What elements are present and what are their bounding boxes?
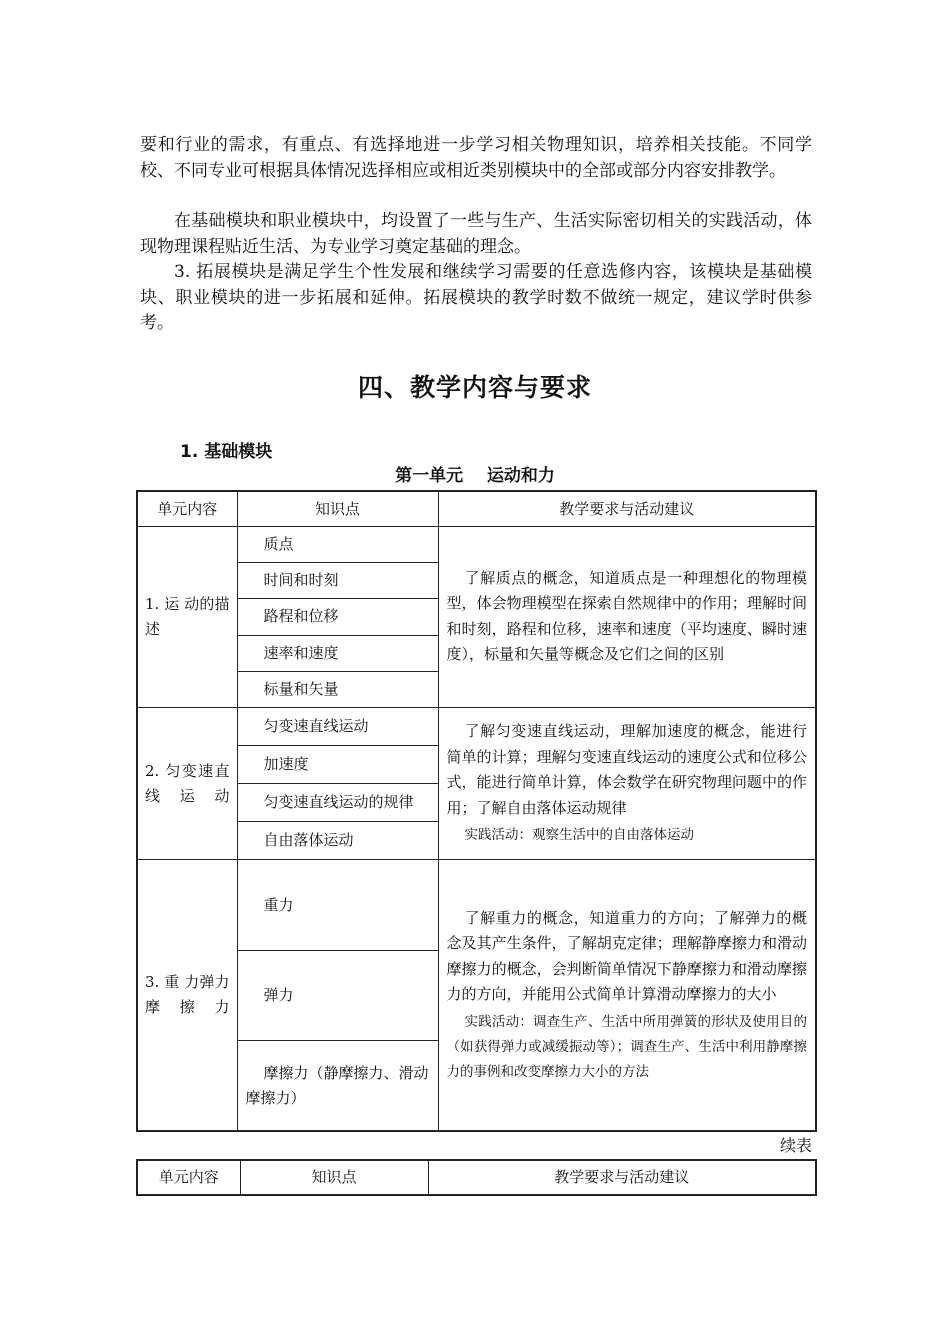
unit-cell: 1. 运 动的描述 bbox=[137, 527, 237, 708]
header-requirements: 教学要求与活动建议 bbox=[428, 1160, 816, 1195]
activity-text: 实践活动：调查生产、生活中所用弹簧的形状及使用目的（如获得弹力或减缓振动等）；调查生产、生活中利用静摩擦力的事例和改变摩擦力大小的方法 bbox=[446, 1013, 807, 1080]
knowledge-point: 标量和矢量 bbox=[237, 671, 438, 707]
requirement-cell bbox=[438, 860, 816, 1131]
header-points: 知识点 bbox=[240, 1160, 428, 1195]
requirement-text: 了解匀变速直线运动，理解加速度的概念，能进行简单的计算；理解匀变速直线运动的速度公式和位移公式，能进行简单计算，体会数学在研究物理问题中的作用；了解自由落体运动规律 bbox=[446, 722, 807, 817]
requirement-text: 了解重力的概念，知道重力的方向；了解弹力的概念及其产生条件，了解胡克定律；理解静摩擦力和滑动摩擦力的概念，会判断简单情况下静摩擦力和滑动摩擦力的方向，并能用公式简单计算滑动摩擦力的大小 bbox=[446, 908, 807, 1004]
unit-cell: 3. 重 力弹力摩擦力 bbox=[137, 860, 237, 1131]
module-title: 1. 基础模块 bbox=[180, 442, 273, 462]
section-title: 四、教学内容与要求 bbox=[357, 373, 592, 402]
table-row bbox=[137, 707, 816, 745]
continued-table-header bbox=[136, 1159, 817, 1196]
table-row bbox=[137, 860, 816, 950]
knowledge-point: 摩擦力（静摩擦力、滑动摩擦力） bbox=[237, 1041, 438, 1131]
content-table bbox=[136, 490, 817, 1132]
header-points: 知识点 bbox=[237, 491, 438, 527]
activity-text: 实践活动：观察生活中的自由落体运动 bbox=[464, 827, 694, 844]
requirement-cell bbox=[438, 527, 816, 708]
knowledge-point: 弹力 bbox=[237, 950, 438, 1040]
header-unit: 单元内容 bbox=[137, 491, 237, 527]
header-requirements: 教学要求与活动建议 bbox=[438, 491, 816, 527]
header-unit: 单元内容 bbox=[137, 1160, 240, 1195]
knowledge-point: 速率和速度 bbox=[237, 635, 438, 671]
knowledge-point: 自由落体运动 bbox=[237, 822, 438, 860]
requirement-cell bbox=[438, 707, 816, 860]
requirement-text: 了解质点的概念，知道质点是一种理想化的物理模型，体会物理模型在探索自然规律中的作用；理解时间和时刻，路程和位移，速率和速度（平均速度、瞬时速度），标量和矢量等概念及它们之间的区别 bbox=[446, 568, 807, 664]
continued-label: 续表 bbox=[779, 1136, 812, 1155]
paragraph-3: 3. 拓展模块是满足学生个性发展和继续学习需要的任意选修内容，该模块是基础模块、职业模块的进一步拓展和延伸。拓展模块的教学时数不做统一规定，建议学时供参考。 bbox=[140, 262, 812, 333]
knowledge-point: 重力 bbox=[237, 860, 438, 950]
knowledge-point: 匀变速直线运动 bbox=[237, 707, 438, 745]
unit-cell: 2. 匀变速直线运动 bbox=[137, 707, 237, 860]
paragraph-1: 要和行业的需求，有重点、有选择地进一步学习相关物理知识，培养相关技能。不同学校、不同专业可根据具体情况选择相应或相近类别模块中的全部或部分内容安排教学。 bbox=[140, 135, 812, 181]
table-header-row bbox=[137, 491, 816, 527]
table-header-row bbox=[137, 1160, 816, 1195]
paragraph-2: 在基础模块和职业模块中，均设置了一些与生产、生活实际密切相关的实践活动，体现物理课程贴近生活、为专业学习奠定基础的理念。 bbox=[140, 211, 812, 257]
table-row bbox=[137, 527, 816, 563]
knowledge-point: 时间和时刻 bbox=[237, 563, 438, 599]
knowledge-point: 路程和位移 bbox=[237, 599, 438, 635]
knowledge-point: 质点 bbox=[237, 527, 438, 563]
table-title: 第一单元 运动和力 bbox=[395, 466, 555, 486]
knowledge-point: 加速度 bbox=[237, 745, 438, 783]
knowledge-point: 匀变速直线运动的规律 bbox=[237, 784, 438, 822]
